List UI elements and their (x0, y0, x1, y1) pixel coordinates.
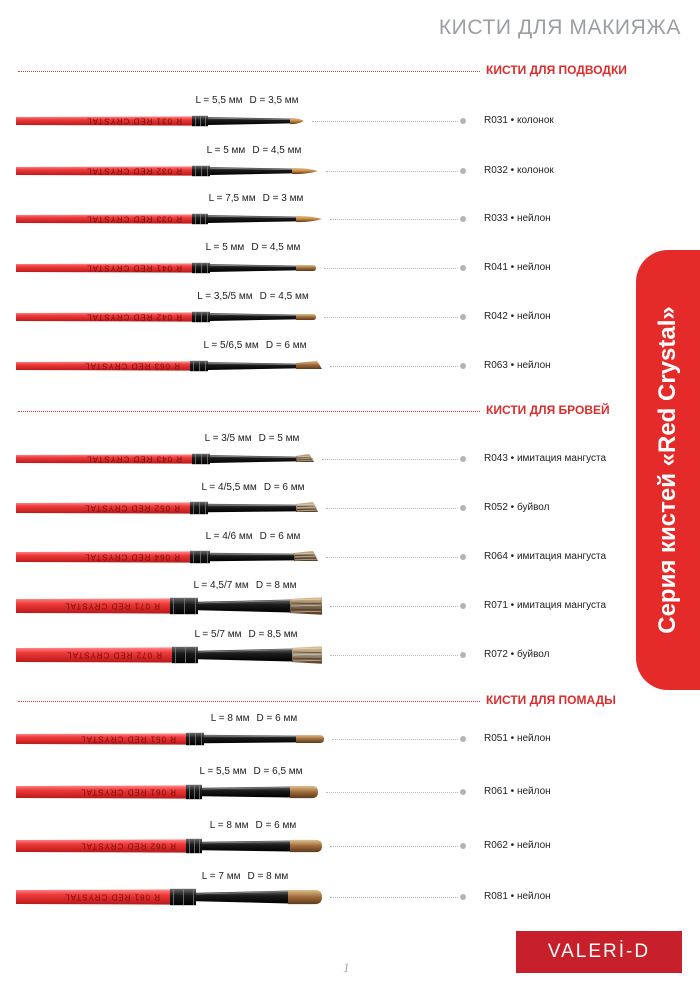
handle-lettering: R 042 RED CRYSTAL (86, 312, 182, 322)
bullet-separator: • (507, 891, 517, 902)
brush-row-r042 (0, 291, 630, 331)
brush-bristles (296, 735, 324, 743)
brush-ferrule-groove (199, 361, 200, 371)
brush-ferrule-groove (199, 839, 200, 853)
brush-row-r032 (0, 145, 630, 185)
brush-row-r063 (0, 340, 630, 380)
brush-ferrule-groove (207, 312, 208, 322)
brush-diameter: D = 6 мм (263, 482, 305, 493)
brush-ferrule-groove (200, 214, 201, 224)
brush-code-label (484, 891, 551, 902)
brush-bristles (296, 361, 322, 369)
brush-ferrule-groove (189, 839, 190, 853)
brush-ferrule-groove (193, 502, 194, 514)
handle-lettering: R 032 RED CRYSTAL (86, 166, 182, 176)
brush-ferrule-groove (193, 361, 194, 371)
brush-material: нейлон (516, 733, 551, 744)
brush-ferrule-groove (194, 785, 195, 799)
brush-bristles (290, 840, 322, 852)
brush-length: L = 4,5/7 мм (193, 580, 249, 591)
brush-ferrule-groove (193, 889, 194, 905)
brush-ferrule-groove (207, 263, 208, 273)
brush-ferrule-groove (201, 166, 202, 176)
brush-illustration (0, 641, 330, 669)
brush-ferrule-groove (183, 889, 184, 905)
brush-illustration (0, 445, 330, 473)
brush-illustration (0, 725, 330, 753)
brush-bristles (290, 786, 318, 798)
brush-material: имитация мангуста (516, 551, 607, 562)
handle-lettering: R 041 RED CRYSTAL (86, 263, 182, 273)
handle-lettering: R 051 RED CRYSTAL (80, 734, 176, 744)
brush-length: L = 7,5 мм (208, 193, 256, 204)
brush-bristles (288, 890, 322, 904)
brush-diameter: D = 4,5 мм (251, 242, 301, 253)
leader-line (332, 739, 458, 740)
brush-row-r041 (0, 242, 630, 282)
brush-ferrule-groove (193, 551, 194, 563)
section-divider (18, 71, 480, 72)
bullet-separator: • (507, 262, 517, 273)
brush-diameter: D = 6 мм (259, 531, 301, 542)
brush-code-label (484, 262, 551, 273)
brush-material: колонок (516, 165, 554, 176)
section-header (0, 402, 700, 422)
brush-length: L = 5 мм (205, 242, 245, 253)
brush-ferrule-groove (200, 116, 201, 126)
series-side-tab (636, 250, 700, 690)
leader-line (330, 366, 458, 367)
brush-code-label (484, 311, 551, 322)
brush-material: колонок (516, 115, 554, 126)
bullet-separator: • (507, 360, 517, 371)
brush-ferrule-groove (173, 598, 174, 614)
brush-ferrule-groove (184, 598, 185, 614)
brush-material: нейлон (516, 311, 551, 322)
section-title: КИСТИ ДЛЯ БРОВЕЙ (486, 403, 610, 417)
brush-material: буйвол (516, 649, 550, 660)
brush-ferrule-groove (175, 647, 176, 663)
page-number: 1 (343, 960, 350, 975)
brush-length: L = 5/6,5 мм (203, 340, 259, 351)
brush-illustration (0, 494, 330, 522)
brush-diameter: D = 8,5 мм (248, 629, 298, 640)
brush-ferrule-groove (173, 889, 174, 905)
bullet-separator: • (507, 649, 517, 660)
brush-length: L = 5/7 мм (194, 629, 242, 640)
section-divider (18, 411, 480, 412)
brush-code-label (484, 360, 551, 371)
brush-code: R033 (484, 213, 508, 224)
brush-ferrule-groove (195, 214, 196, 224)
brush-row-r052 (0, 482, 630, 522)
brush-row-r051 (0, 713, 630, 753)
handle-lettering: R 071 RED CRYSTAL (64, 601, 160, 611)
brush-code: R051 (484, 733, 508, 744)
brush-code-label (484, 453, 606, 464)
brush-row-r081 (0, 871, 630, 911)
brush-code-label (484, 733, 551, 744)
brush-ferrule-groove (199, 502, 200, 514)
brush-code-label (484, 551, 606, 562)
bullet-separator: • (507, 453, 517, 464)
brush-diameter: D = 4,5 мм (259, 291, 309, 302)
brush-row-r031 (0, 95, 630, 135)
brush-ferrule-groove (199, 785, 200, 799)
handle-lettering: R 062 RED CRYSTAL (80, 841, 176, 851)
brush-code: R042 (484, 311, 508, 322)
brush-illustration (0, 543, 330, 571)
section-title: КИСТИ ДЛЯ ПОДВОДКИ (486, 63, 627, 77)
brush-row-r072 (0, 629, 630, 669)
bullet-separator: • (507, 600, 517, 611)
brush-ferrule-groove (207, 454, 208, 464)
brush-length: L = 8 мм (209, 820, 249, 831)
brush-illustration (0, 107, 330, 135)
brush-row-r071 (0, 580, 630, 620)
brush-illustration (0, 254, 330, 282)
brush-ferrule-groove (200, 551, 201, 563)
brush-bristles (292, 168, 318, 174)
brush-code: R072 (484, 649, 508, 660)
brush-length: L = 5,5 мм (195, 95, 243, 106)
section-title: КИСТИ ДЛЯ ПОМАДЫ (486, 693, 616, 707)
brush-material: имитация мангуста (516, 453, 607, 464)
leader-line (324, 317, 458, 318)
brush-illustration (0, 205, 330, 233)
leader-dot (460, 736, 466, 742)
leader-dot (460, 652, 466, 658)
brush-ferrule-groove (195, 263, 196, 273)
brush-material: буйвол (516, 502, 550, 513)
brush-ferrule-groove (195, 647, 196, 663)
brush-illustration (0, 883, 330, 911)
leader-line (330, 897, 458, 898)
bullet-separator: • (507, 213, 517, 224)
leader-line (312, 121, 458, 122)
brush-bristles (290, 118, 304, 124)
bullet-separator: • (507, 165, 517, 176)
brush-bristles (296, 314, 316, 320)
bullet-separator: • (507, 840, 517, 851)
brush-material: имитация мангуста (516, 600, 607, 611)
brush-length: L = 3/5 мм (204, 433, 252, 444)
handle-lettering: R 043 RED CRYSTAL (86, 454, 182, 464)
brush-ferrule-groove (201, 454, 202, 464)
brush-code: R043 (484, 453, 508, 464)
brush-ferrule-groove (195, 733, 196, 745)
leader-dot (460, 456, 466, 462)
brush-diameter: D = 3 мм (262, 193, 304, 204)
brush-material: нейлон (516, 786, 551, 797)
brush-illustration (0, 778, 330, 806)
brush-row-r061 (0, 766, 630, 806)
brush-ferrule-groove (195, 166, 196, 176)
leader-line (330, 219, 458, 220)
leader-dot (460, 314, 466, 320)
leader-line (326, 508, 458, 509)
handle-lettering: R 081 RED CRYSTAL (64, 892, 160, 902)
brush-ferrule-groove (189, 733, 190, 745)
brush-code: R063 (484, 360, 508, 371)
section-divider (18, 701, 480, 702)
leader-dot (460, 118, 466, 124)
brush-length: L = 4/6 мм (205, 531, 253, 542)
handle-lettering: R 064 RED CRYSTAL (84, 552, 180, 562)
brush-ferrule-groove (189, 785, 190, 799)
leader-line (330, 846, 458, 847)
brush-material: нейлон (516, 360, 551, 371)
leader-dot (460, 894, 466, 900)
brush-ferrule-groove (201, 263, 202, 273)
brush-code-label (484, 115, 554, 126)
bullet-separator: • (507, 786, 517, 797)
brush-code: R081 (484, 891, 508, 902)
brush-material: нейлон (516, 840, 551, 851)
brush-code: R052 (484, 502, 508, 513)
brush-code-label (484, 502, 549, 513)
brush-length: L = 4/5,5 мм (201, 482, 257, 493)
brush-ferrule-groove (205, 361, 206, 371)
leader-line (324, 268, 458, 269)
brand-logo-text: VALERİ-D (547, 941, 651, 962)
section-header (0, 62, 700, 82)
brush-ferrule-groove (195, 454, 196, 464)
brush-length: L = 5,5 мм (199, 766, 247, 777)
bullet-separator: • (507, 115, 517, 126)
handle-lettering: R 033 RED CRYSTAL (86, 214, 182, 224)
brush-code: R062 (484, 840, 508, 851)
leader-line (322, 459, 458, 460)
handle-lettering: R 061 RED CRYSTAL (80, 787, 176, 797)
brush-bristles (296, 265, 316, 271)
brush-code-label (484, 786, 551, 797)
bullet-separator: • (507, 551, 517, 562)
handle-lettering: R 072 RED CRYSTAL (66, 650, 162, 660)
handle-lettering: R 063 RED CRYSTAL (84, 361, 180, 371)
brush-ferrule-groove (194, 839, 195, 853)
brush-code: R064 (484, 551, 508, 562)
brush-code-label (484, 600, 606, 611)
brush-diameter: D = 5 мм (258, 433, 300, 444)
handle-lettering: R 031 RED CRYSTAL (86, 116, 182, 126)
leader-dot (460, 505, 466, 511)
leader-dot (460, 265, 466, 271)
brush-code-label (484, 649, 549, 660)
brush-diameter: D = 6 мм (265, 340, 307, 351)
brush-ferrule-groove (201, 312, 202, 322)
brush-row-r033 (0, 193, 630, 233)
brush-diameter: D = 8 мм (255, 580, 297, 591)
page-title: КИСТИ ДЛЯ МАКИЯЖА (438, 16, 681, 39)
brush-illustration (0, 157, 330, 185)
brush-ferrule-groove (207, 166, 208, 176)
brush-code: R041 (484, 262, 508, 273)
brush-diameter: D = 8 мм (247, 871, 289, 882)
brush-diameter: D = 6 мм (255, 820, 297, 831)
brush-ferrule-groove (207, 551, 208, 563)
brush-code-label (484, 213, 551, 224)
brush-diameter: D = 6 мм (256, 713, 298, 724)
leader-line (326, 171, 458, 172)
brush-length: L = 3,5/5 мм (197, 291, 253, 302)
leader-dot (460, 363, 466, 369)
series-side-text: Серия кистей «Red Crystal» (654, 306, 681, 634)
brush-diameter: D = 3,5 мм (249, 95, 299, 106)
brush-diameter: D = 4,5 мм (252, 145, 302, 156)
leader-line (326, 792, 458, 793)
leader-dot (460, 843, 466, 849)
brush-code: R032 (484, 165, 508, 176)
leader-dot (460, 168, 466, 174)
brush-illustration (0, 352, 330, 380)
brush-row-r062 (0, 820, 630, 860)
brush-code-label (484, 165, 554, 176)
brush-row-r064 (0, 531, 630, 571)
brush-illustration (0, 832, 330, 860)
bullet-separator: • (507, 502, 517, 513)
leader-dot (460, 603, 466, 609)
brush-code: R071 (484, 600, 508, 611)
brush-ferrule-groove (205, 214, 206, 224)
brush-code: R061 (484, 786, 508, 797)
leader-dot (460, 216, 466, 222)
brush-illustration (0, 592, 330, 620)
brush-length: L = 7 мм (201, 871, 241, 882)
handle-lettering: R 052 RED CRYSTAL (84, 503, 180, 513)
brush-ferrule-groove (205, 116, 206, 126)
brush-illustration (0, 303, 330, 331)
brush-diameter: D = 6,5 мм (253, 766, 303, 777)
brush-length: L = 8 мм (210, 713, 250, 724)
brush-row-r043 (0, 433, 630, 473)
brush-material: нейлон (516, 262, 551, 273)
brush-ferrule-groove (195, 312, 196, 322)
brush-length: L = 5 мм (206, 145, 246, 156)
section-header (0, 692, 700, 712)
brush-material: нейлон (516, 891, 551, 902)
bullet-separator: • (507, 311, 517, 322)
brush-bristles (296, 216, 322, 222)
brand-logo (516, 931, 682, 973)
brush-ferrule-groove (205, 502, 206, 514)
bullet-separator: • (507, 733, 517, 744)
brush-material: нейлон (516, 213, 551, 224)
leader-line (326, 557, 458, 558)
brush-ferrule-groove (195, 116, 196, 126)
leader-line (330, 606, 458, 607)
brush-ferrule-groove (201, 733, 202, 745)
brush-ferrule-groove (185, 647, 186, 663)
leader-line (330, 655, 458, 656)
brush-code: R031 (484, 115, 508, 126)
leader-dot (460, 789, 466, 795)
leader-dot (460, 554, 466, 560)
brush-code-label (484, 840, 551, 851)
brush-ferrule-groove (195, 598, 196, 614)
